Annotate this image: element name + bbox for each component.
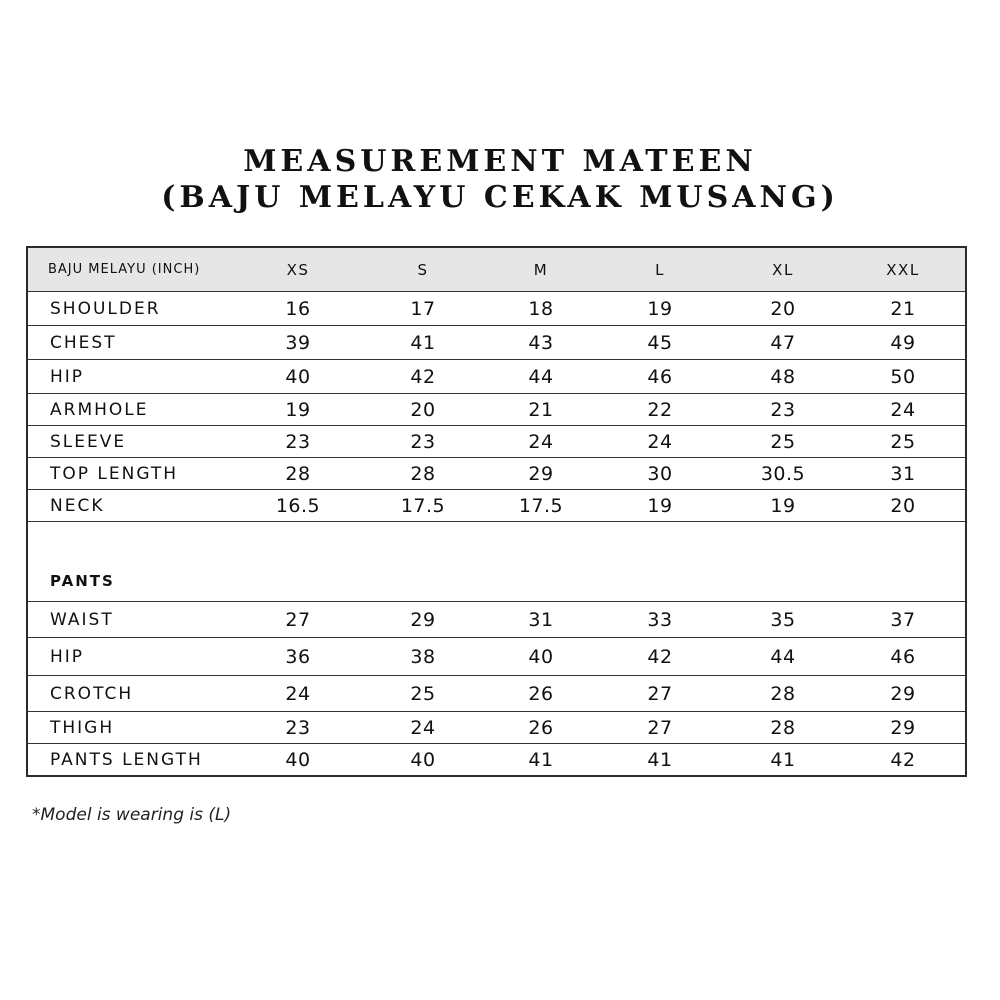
- row-label: HIP: [50, 366, 85, 387]
- table-cell: 24: [410, 716, 436, 739]
- table-cell: 48: [770, 365, 796, 388]
- table-cell: 40: [285, 748, 311, 771]
- table-cell: 31: [528, 608, 554, 631]
- table-cell: 16: [285, 297, 311, 320]
- row-label: SHOULDER: [50, 298, 161, 319]
- table-cell: 19: [770, 494, 796, 517]
- table-cell: 41: [647, 748, 673, 771]
- table-cell: 29: [890, 716, 916, 739]
- table-cell: 19: [647, 297, 673, 320]
- table-cell: 17.5: [400, 494, 446, 517]
- table-cell: 23: [285, 716, 311, 739]
- table-cell: 42: [890, 748, 916, 771]
- size-header-xs: XS: [286, 260, 310, 279]
- table-cell: 26: [528, 716, 554, 739]
- table-cell: 42: [410, 365, 436, 388]
- table-cell: 28: [770, 682, 796, 705]
- table-cell: 44: [770, 645, 796, 668]
- table-cell: 21: [528, 398, 554, 421]
- size-header-s: S: [417, 260, 429, 279]
- size-chart-table: [26, 246, 967, 777]
- table-cell: 17: [410, 297, 436, 320]
- table-cell: 40: [410, 748, 436, 771]
- section-title: PANTS: [50, 572, 115, 590]
- table-cell: 19: [285, 398, 311, 421]
- row-label: CHEST: [50, 332, 117, 353]
- table-cell: 37: [890, 608, 916, 631]
- table-cell: 24: [647, 430, 673, 453]
- row-label: WAIST: [50, 609, 114, 630]
- table-cell: 47: [770, 331, 796, 354]
- row-label: THIGH: [50, 717, 115, 738]
- table-row: [28, 458, 965, 490]
- table-cell: 18: [528, 297, 554, 320]
- table-cell: 38: [410, 645, 436, 668]
- table-row: [28, 602, 965, 638]
- table-cell: 25: [410, 682, 436, 705]
- table-cell: 46: [647, 365, 673, 388]
- table-cell: 30: [647, 462, 673, 485]
- table-row: [28, 712, 965, 744]
- row-label: NECK: [50, 495, 105, 516]
- table-cell: 41: [528, 748, 554, 771]
- table-cell: 30.5: [760, 462, 806, 485]
- table-cell: 29: [890, 682, 916, 705]
- table-cell: 40: [528, 645, 554, 668]
- size-header-m: M: [533, 260, 549, 279]
- row-label: ARMHOLE: [50, 399, 149, 420]
- header-label: BAJU MELAYU (INCH): [48, 262, 201, 277]
- table-cell: 16.5: [275, 494, 321, 517]
- table-row: [28, 638, 965, 676]
- table-cell: 28: [770, 716, 796, 739]
- table-cell: 27: [647, 682, 673, 705]
- table-header-row: [28, 248, 965, 292]
- table-cell: 25: [890, 430, 916, 453]
- table-cell: 27: [285, 608, 311, 631]
- table-cell: 24: [285, 682, 311, 705]
- table-cell: 17.5: [518, 494, 564, 517]
- table-cell: 46: [890, 645, 916, 668]
- table-cell: 29: [528, 462, 554, 485]
- row-label: PANTS LENGTH: [50, 749, 203, 770]
- table-cell: 25: [770, 430, 796, 453]
- table-row: [28, 676, 965, 712]
- table-row: [28, 744, 965, 775]
- table-cell: 24: [528, 430, 554, 453]
- table-cell: 40: [285, 365, 311, 388]
- table-cell: 20: [410, 398, 436, 421]
- table-cell: 22: [647, 398, 673, 421]
- table-cell: 43: [528, 331, 554, 354]
- row-label: SLEEVE: [50, 431, 127, 452]
- table-cell: 49: [890, 331, 916, 354]
- row-label: CROTCH: [50, 683, 134, 704]
- table-cell: 24: [890, 398, 916, 421]
- table-cell: 50: [890, 365, 916, 388]
- table-cell: 19: [647, 494, 673, 517]
- table-cell: 23: [770, 398, 796, 421]
- table-row: [28, 360, 965, 394]
- table-cell: 36: [285, 645, 311, 668]
- table-row: [28, 394, 965, 426]
- table-cell: 41: [770, 748, 796, 771]
- row-label: TOP LENGTH: [50, 463, 179, 484]
- row-label: HIP: [50, 646, 85, 667]
- table-cell: 28: [285, 462, 311, 485]
- table-cell: 42: [647, 645, 673, 668]
- table-cell: 44: [528, 365, 554, 388]
- table-cell: 21: [890, 297, 916, 320]
- size-header-xxl: XXL: [886, 260, 920, 279]
- table-cell: 27: [647, 716, 673, 739]
- table-cell: 29: [410, 608, 436, 631]
- footnote: *Model is wearing is (L): [32, 805, 232, 825]
- table-cell: 20: [770, 297, 796, 320]
- size-header-xl: XL: [772, 260, 794, 279]
- page-subtitle: (BAJU MELAYU CEKAK MUSANG): [161, 180, 839, 215]
- table-row: [28, 326, 965, 360]
- table-cell: 35: [770, 608, 796, 631]
- table-cell: 28: [410, 462, 436, 485]
- table-row: [28, 292, 965, 326]
- pants-section-header: [28, 522, 965, 602]
- table-cell: 31: [890, 462, 916, 485]
- size-header-l: L: [655, 260, 665, 279]
- table-cell: 41: [410, 331, 436, 354]
- table-cell: 23: [285, 430, 311, 453]
- table-row: [28, 490, 965, 522]
- table-row: [28, 426, 965, 458]
- table-cell: 39: [285, 331, 311, 354]
- table-cell: 45: [647, 331, 673, 354]
- table-cell: 20: [890, 494, 916, 517]
- table-cell: 33: [647, 608, 673, 631]
- page-title: MEASUREMENT MATEEN: [243, 144, 757, 179]
- table-cell: 23: [410, 430, 436, 453]
- table-cell: 26: [528, 682, 554, 705]
